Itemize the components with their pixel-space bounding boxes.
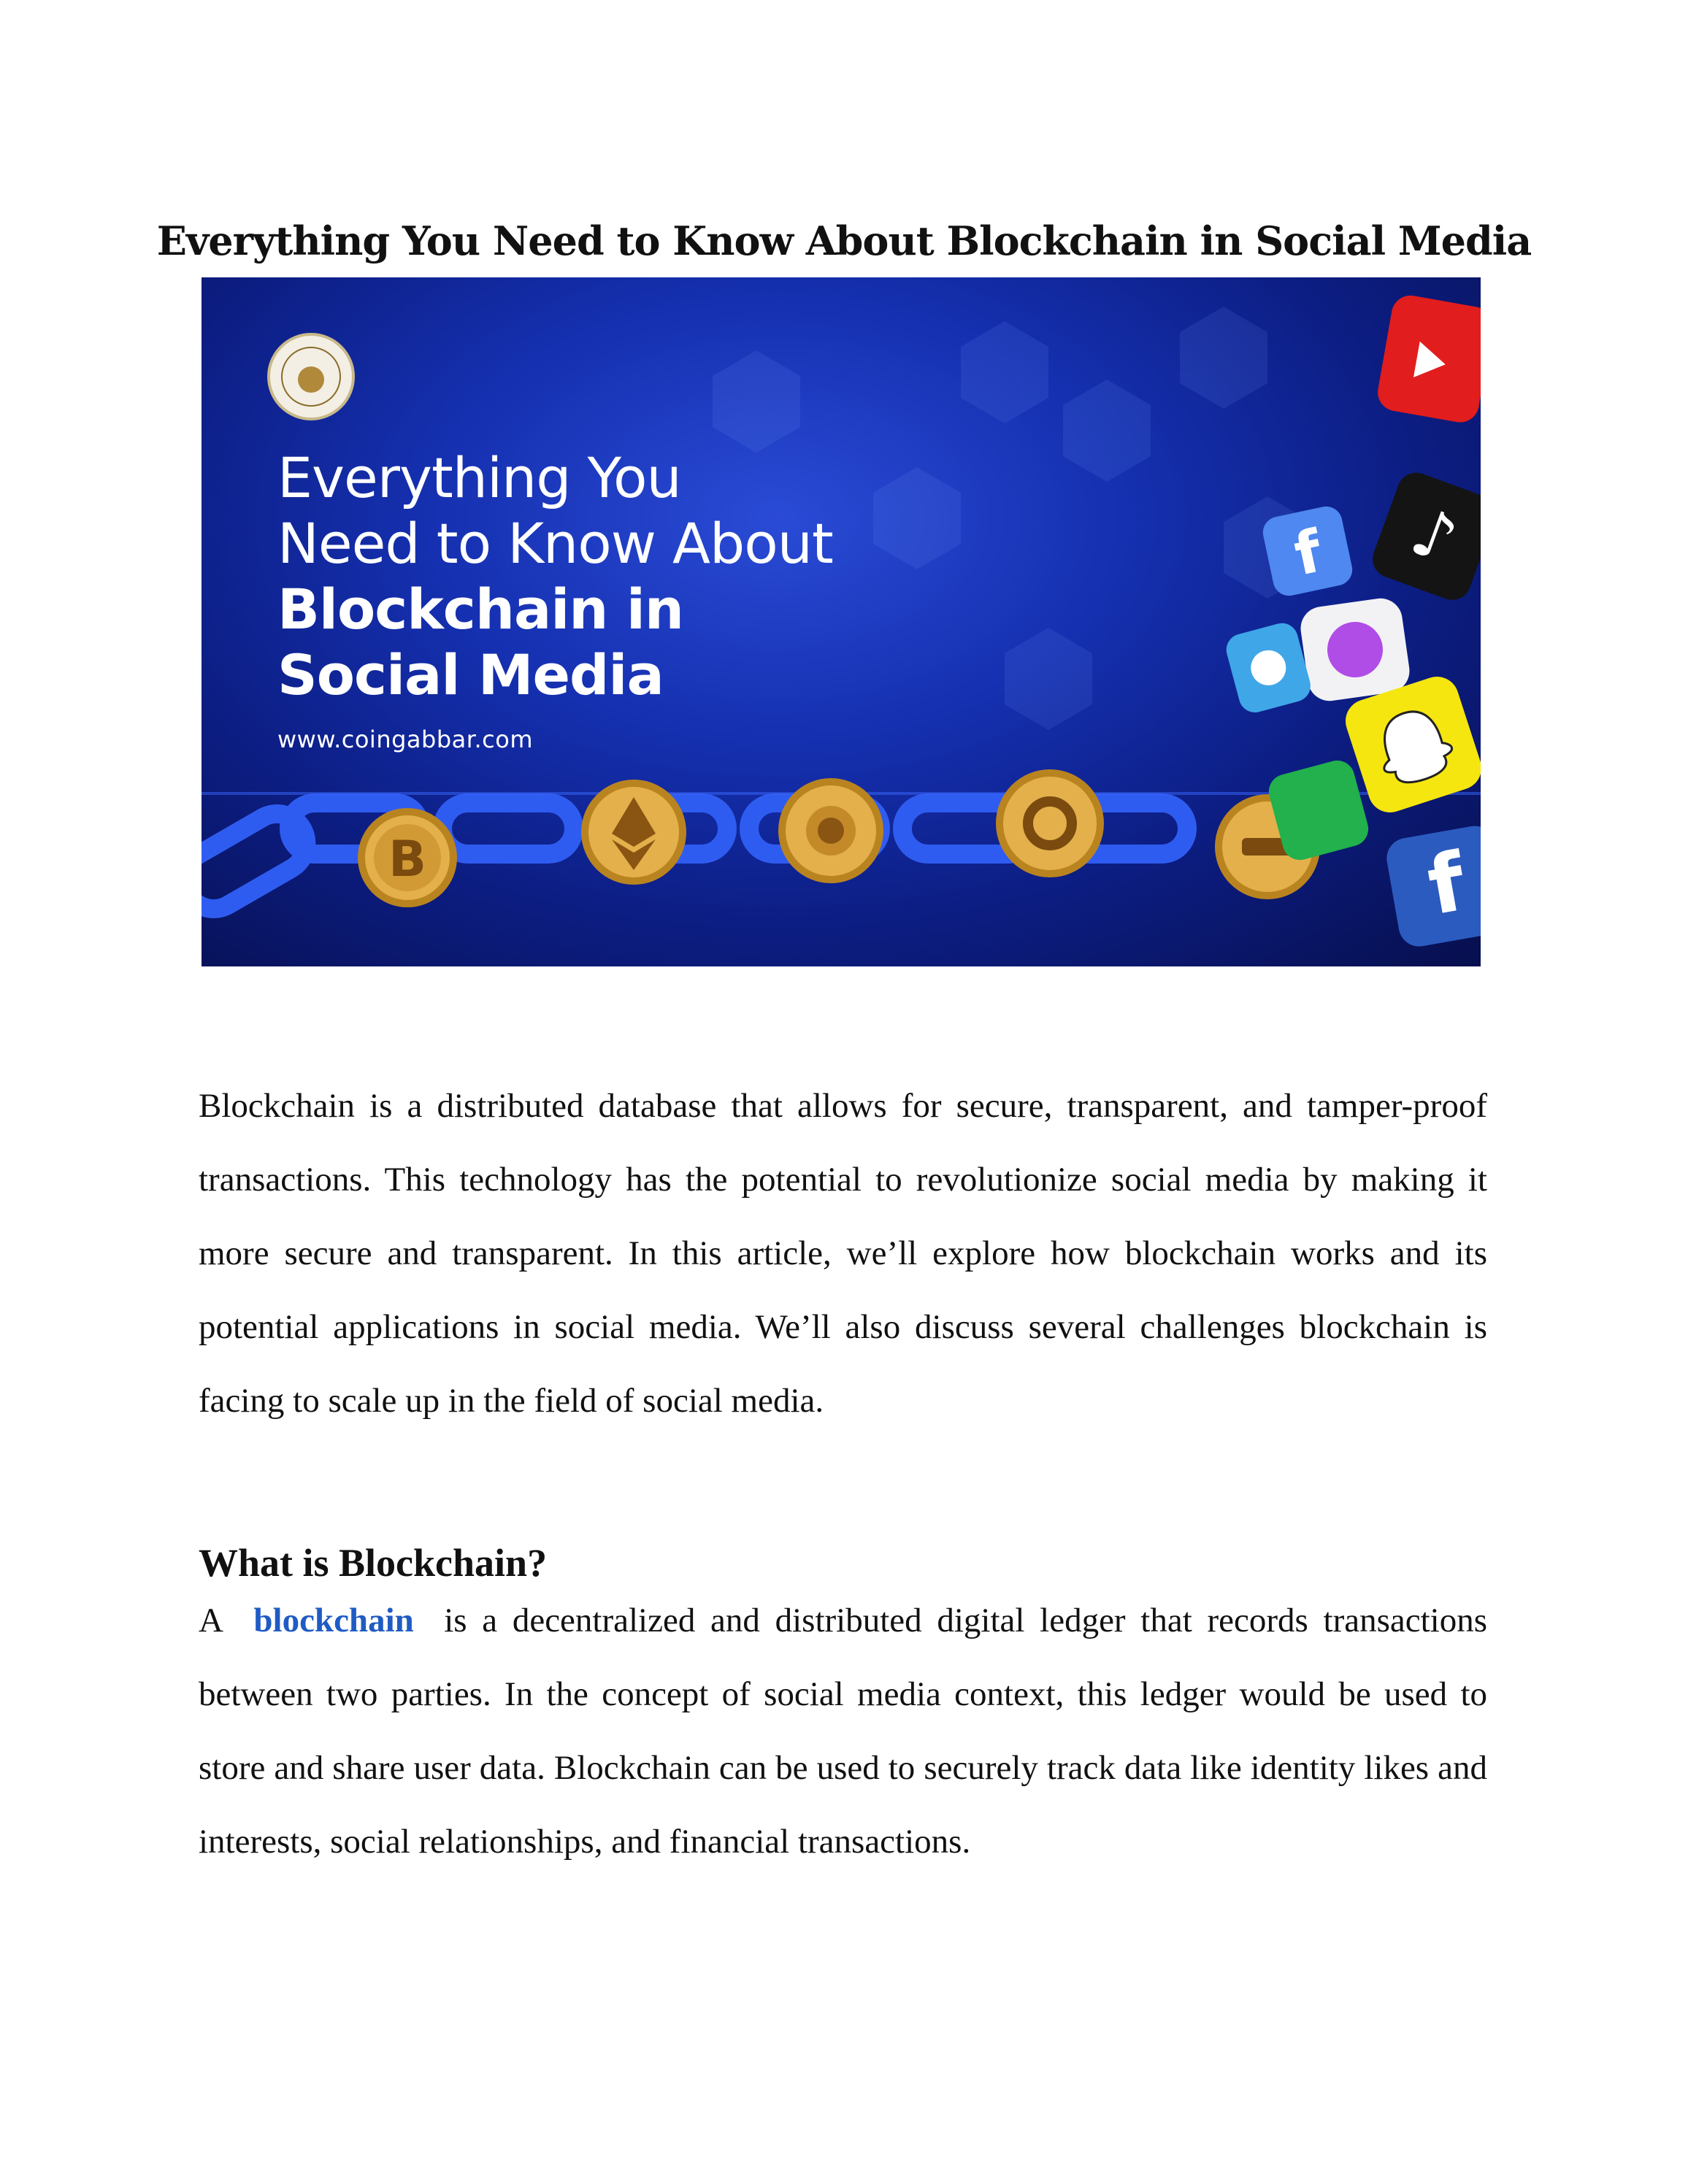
section-paragraph [199,1584,1487,1879]
intro-paragraph: Blockchain is a distributed database that allows for secure, transparent, and tamper-proof transactions. This technology has the potential to revolutionize social media by making it more secure and transparent. In this article, we’ll explore how blockchain works and its potential applications in social media. We’ll also discuss several challenges blockchain is facing to scale up in the field of social media. [199,1087,1487,1420]
paragraph-body: is a decentralized and distributed digital ledger that records transactions between two parties. In the concept of social media context, this ledger would be used to store and share user data. Blockchain can be used to securely track data like identity likes and interests, social relationships, and financial transactions. [199,1602,1487,1861]
svg-text:f: f [1421,834,1472,934]
twitter-icon [1223,620,1314,716]
facebook-icon [1260,504,1355,599]
lion-coin [778,778,883,883]
youtube-icon [1375,293,1481,426]
banner-headline-line: Need to Know About [277,511,833,576]
banner-url: www.coingabbar.com [277,726,533,753]
hero-banner-image [202,277,1481,966]
tiktok-icon [1367,467,1481,605]
blockchain-link[interactable]: blockchain [253,1602,414,1639]
section-heading: What is Blockchain? [199,1541,548,1585]
coin-gabbar-logo [269,334,353,419]
banner-headline-line: Social Media [277,642,664,707]
svg-text:B: B [388,831,426,888]
svg-text:♪: ♪ [1401,493,1468,580]
messenger-icon [1298,596,1413,704]
banner-headline-line: Everything You [277,445,681,510]
banner-headline-line: Blockchain in [277,577,683,642]
facebook-icon-secondary [1384,823,1481,950]
svg-text:f: f [1288,517,1328,589]
bitcoin-coin [358,808,457,907]
document-title: Everything You Need to Know About Blockchain in Social Media [156,218,1532,265]
banner-headline [277,445,833,753]
ethereum-coin [581,780,686,885]
ripple-coin [996,769,1104,877]
paragraph-lead: A [199,1602,223,1639]
